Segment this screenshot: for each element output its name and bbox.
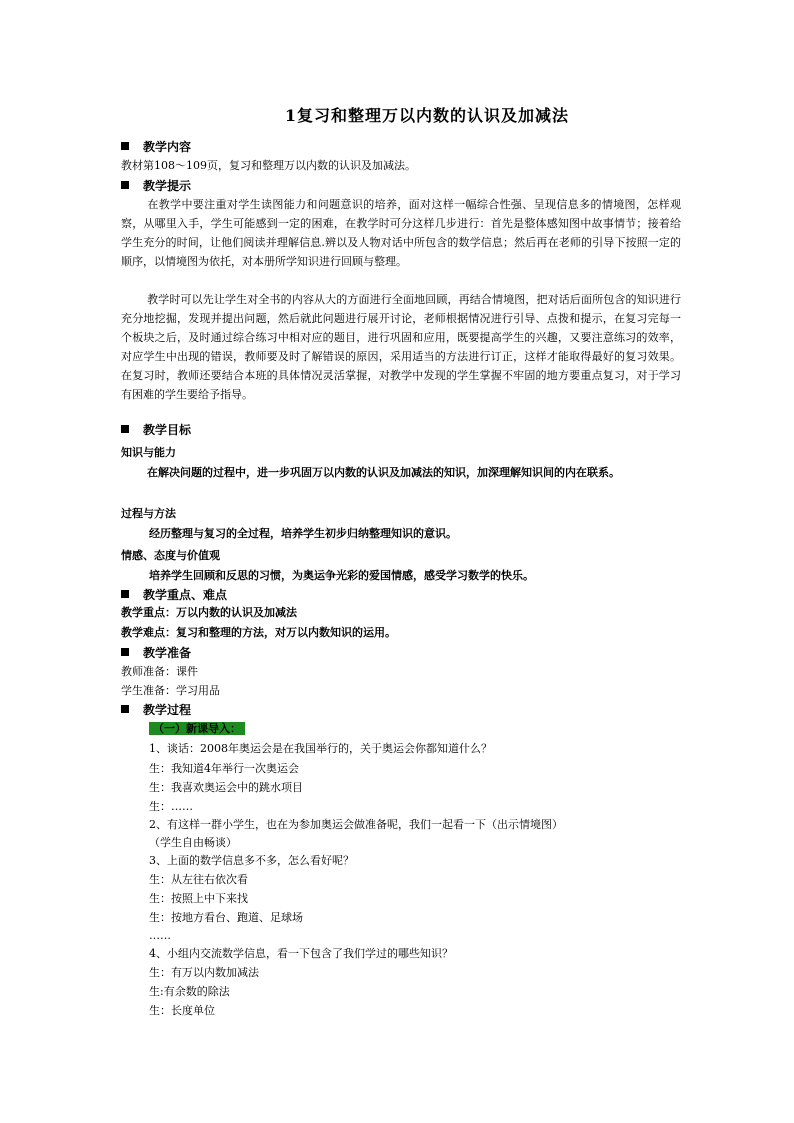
- section-heading-process: 教学过程: [121, 703, 681, 717]
- content-text: 教材第108～109页，复习和整理万以内数的认识及加减法。: [121, 159, 416, 172]
- section-heading-preparation: 教学准备: [121, 646, 681, 660]
- square-bullet-icon: [121, 181, 129, 189]
- process-line: 生：按照上中下来找: [149, 892, 248, 905]
- goal-text-emotion: 培养学生回顾和反思的习惯，为奥运争光彩的爱国情感，感受学习数学的快乐。: [149, 569, 534, 582]
- section-heading-keypoints: 教学重点、难点: [121, 588, 681, 602]
- tips-paragraph-2: 教学时可以先让学生对全书的内容从大的方面进行全面地回顾，再结合情境图，把对话后面所包含的知识进行充分地挖掘，发现并提出问题，然后就此问题进行展开讨论，老师根据情况进行引导、点拨和提示，在复习完每一个板块之后，及时通过综合练习中相对应的题目，进行巩固和应用，既要提高学生的兴趣，又要注意练习的效率，对应学生中出现的错误，教师要及时了解错误的原因，采用适当的方法进行订正，这样才能取得最好的复习效果。在复习时，教师还要结合本班的具体情况灵活掌握，对教学中发现的学生掌握不牢固的地方要重点复习，对于学习有困难的学生要给予指导。: [121, 293, 681, 401]
- highlighted-subheading: （一）新课导入：: [149, 722, 245, 735]
- teacher-preparation: 教师准备：课件: [121, 665, 198, 678]
- process-line: 生：我知道4年举行一次奥运会: [149, 762, 299, 775]
- key-point: 教学重点：万以内数的认识及加减法: [121, 606, 297, 619]
- process-line: ……: [149, 929, 171, 942]
- goal-text-knowledge: 在解决问题的过程中，进一步巩固万以内数的认识及加减法的知识，加深理解知识间的内在联系。: [147, 466, 620, 479]
- document-title: 1复习和整理万以内数的认识及加减法: [284, 106, 570, 125]
- goal-text-process: 经历整理与复习的全过程，培养学生初步归纳整理知识的意识。: [149, 527, 457, 540]
- square-bullet-icon: [121, 648, 129, 656]
- difficult-point: 教学难点：复习和整理的方法，对万以内数知识的运用。: [121, 626, 396, 639]
- process-line: 生：从左往右依次看: [149, 873, 248, 886]
- process-line: 生：长度单位: [149, 1004, 215, 1017]
- process-line: 生:有余数的除法: [149, 985, 230, 998]
- process-line: 生：按地方看台、跑道、足球场: [149, 911, 303, 924]
- square-bullet-icon: [121, 142, 129, 150]
- process-line: 2、有这样一群小学生，也在为参加奥运会做准备呢，我们一起看一下（出示情境图）: [149, 818, 563, 831]
- process-line: 4、小组内交流数学信息，看一下包含了我们学过的哪些知识？: [149, 947, 453, 960]
- tips-paragraph-1: 在教学中要注重对学生读图能力和问题意识的培养，面对这样一幅综合性强、呈现信息多的情境图，怎样观察，从哪里入手，学生可能感到一定的困难，在教学时可分这样几步进行：首先是整体感知图中故事情节；接着给学生充分的时间，让他们阅读并理解信息.辨以及人物对话中所包含的数学信息；然后再在老师的引导下按照一定的顺序，以情境图为依托，对本册所学知识进行回顾与整理。: [121, 198, 681, 268]
- square-bullet-icon: [121, 425, 129, 433]
- section-heading-content: 教学内容: [121, 140, 681, 154]
- process-line: 生：……: [149, 800, 193, 813]
- goal-label-process: 过程与方法: [121, 507, 176, 520]
- section-heading-tips: 教学提示: [121, 179, 681, 193]
- student-preparation: 学生准备：学习用品: [121, 684, 220, 697]
- process-line: 1、谈话：2008年奥运会是在我国举行的，关于奥运会你都知道什么？: [149, 742, 492, 755]
- process-line: 生：我喜欢奥运会中的跳水项目: [149, 781, 303, 794]
- goal-label-knowledge: 知识与能力: [121, 446, 176, 459]
- goal-label-emotion: 情感、态度与价值观: [121, 549, 220, 562]
- process-line: 生：有万以内数加减法: [149, 966, 259, 979]
- square-bullet-icon: [121, 590, 129, 598]
- process-line: 3、上面的数学信息多不多，怎么看好呢？: [149, 854, 354, 867]
- process-line: （学生自由畅谈）: [149, 836, 237, 849]
- subsection-intro: [149, 722, 709, 736]
- section-heading-goals: 教学目标: [121, 423, 681, 437]
- square-bullet-icon: [121, 705, 129, 713]
